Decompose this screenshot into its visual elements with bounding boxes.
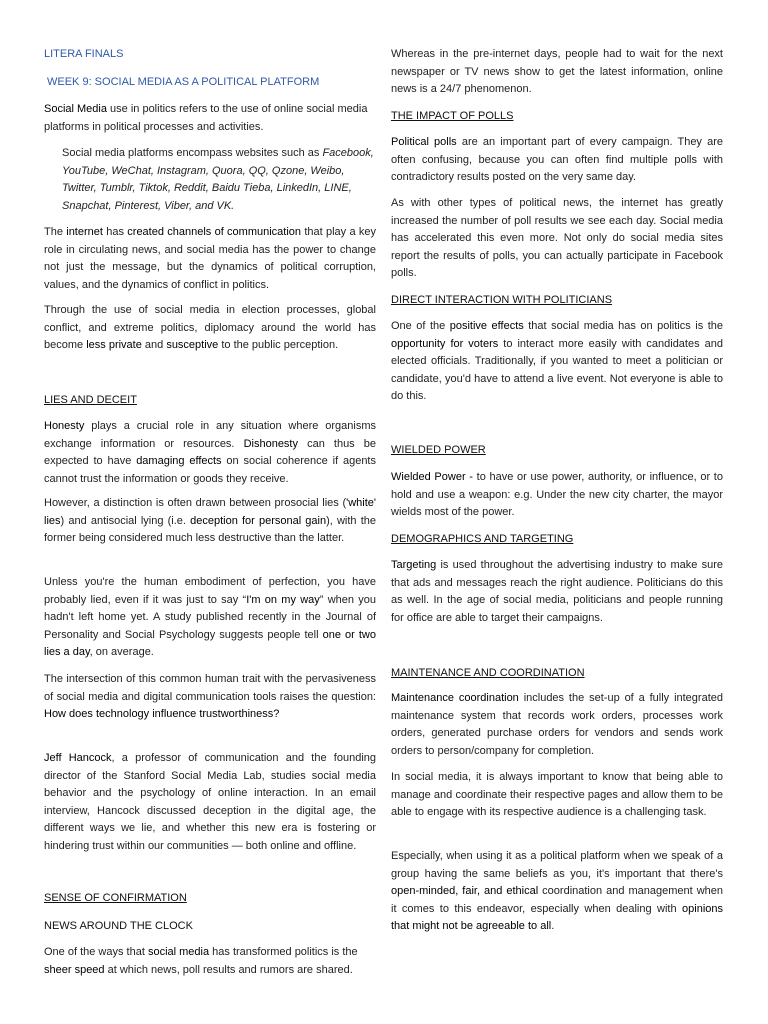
paragraph-platforms: Social media platforms encompass websites such as Facebook, YouTube, WeChat, Instagram, Quora, QQ, Qzone, Weibo, Twitter, Tumblr, Tiktok, Reddit, Baidu Tieba, LinkedIn, LINE, Snapchat, Pinterest, Viber, and VK. — [62, 147, 374, 212]
paragraph-targeting: Targeting is used throughout the advertising industry to make sure that ads and messages reach the right audience. Politicians do this as well. In the age of social media, politicians and people running for office are able to target their campaigns. — [391, 559, 723, 624]
paragraph-jeff-hancock: Jeff Hancock, a professor of communication and the founding director of the Stanford Social Media Lab, studies social media behavior and the psychology of online interaction. In an email interview, Hancock discussed deception in the digital age, the different ways we lie, and whether this new era is fostering or hindering trust within our communities — both online and offline. — [44, 752, 377, 852]
heading-wielded-power: WIELDED POWER — [391, 444, 486, 456]
heading-direct-interaction: DIRECT INTERACTION WITH POLITICIANS — [391, 294, 613, 306]
term: Social Media — [44, 103, 107, 115]
course-title: LITERA FINALS — [44, 48, 124, 60]
paragraph-poll-results: As with other types of political news, the internet has greatly increased the number of poll results we see each day. Social media has accelerated this even more. Not only do social media sites report the results of polls, you can actually participate in Facebook polls. — [391, 197, 723, 279]
paragraph-open-minded: Especially, when using it as a political platform when we speak of a group having the same beliefs as you, it's important that there's open-minded, fair, and ethical coordination and management when it comes to this endeavor, especially when dealing with opinions that might not be agreeable to all. — [391, 850, 723, 932]
heading-news-around-the-clock: NEWS AROUND THE CLOCK — [44, 920, 193, 932]
heading-lies-and-deceit: LIES AND DECEIT — [44, 394, 137, 406]
heading-maintenance-coordination: MAINTENANCE AND COORDINATION — [391, 667, 585, 679]
week-title: WEEK 9: SOCIAL MEDIA AS A POLITICAL PLATFORM — [47, 76, 320, 88]
paragraph-manage-pages: In social media, it is always important to know that being able to manage and coordinate their respective pages and allow them to be able to engage with its respective audience is a challenging task. — [391, 771, 723, 818]
paragraph-prosocial-lies: However, a distinction is often drawn between prosocial lies ('white' lies) and antisocial lying (i.e. deception for personal gain), with the former being considered much less destructive than the latter. — [44, 497, 376, 544]
paragraph-diplomacy: Through the use of social media in election processes, global conflict, and extreme politics, diplomacy around the world has become less private and susceptive to the public perception. — [44, 304, 376, 351]
paragraph-pre-internet: Whereas in the pre-internet days, people had to wait for the next newspaper or TV news show to get the latest information, online news is a 24/7 phenomenon. — [391, 48, 723, 95]
paragraph-maintenance: Maintenance coordination includes the set-up of a fully integrated maintenance system that records work orders, processes work orders, generated purchase orders for vendors and sends work orders to person/company for completion. — [391, 692, 723, 757]
paragraph-internet: The internet has created channels of communication that play a key role in circulating news, and social media has the power to change not just the message, but the dynamics of political corruption, values, and the dynamics of conflict in politics. — [44, 226, 376, 291]
paragraph-intersection: The intersection of this common human trait with the pervasiveness of social media and digital communication tools raises the question: How does technology influence trustworthiness? — [44, 673, 376, 720]
paragraph-wielded-power: Wielded Power - to have or use power, authority, or influence, or to hold and use a weapon: e.g. Under the new city charter, the mayor wields most of the power. — [391, 471, 723, 518]
paragraph-honesty: Honesty plays a crucial role in any situation where organisms exchange information or resources. Dishonesty can thus be expected to have damaging effects on social coherence if agents cannot trust the information or goods they receive. — [44, 420, 376, 485]
heading-sense-of-confirmation: SENSE OF CONFIRMATION — [44, 892, 187, 904]
paragraph-positive-effects: One of the positive effects that social media has on politics is the opportunity for voters to interact more easily with candidates and elected officials. Traditionally, if you wanted to meet a politician or candidate, you'd have to attend a live event. Not everyone is able to do this. — [391, 320, 723, 402]
paragraph-political-polls: Political polls are an important part of every campaign. They are often confusing, because you can often find multiple polls with contradictory results posted on the very same day. — [391, 136, 723, 183]
heading-impact-of-polls: THE IMPACT OF POLLS — [391, 110, 514, 122]
paragraph-on-my-way: Unless you're the human embodiment of perfection, you have probably lied, even if it was just to say “I'm on my way” when you hadn't left home yet. A study published recently in the Journal of Personality and Social Psychology suggests people tell one or two lies a day, on average. — [44, 576, 376, 658]
paragraph-sheer-speed: One of the ways that social media has transformed politics is the sheer speed at which news, poll results and rumors are shared. — [44, 946, 358, 976]
paragraph-social-media-def: Social Media use in politics refers to the use of online social media platforms in political processes and activities. — [44, 103, 368, 133]
heading-demographics-targeting: DEMOGRAPHICS AND TARGETING — [391, 533, 574, 545]
